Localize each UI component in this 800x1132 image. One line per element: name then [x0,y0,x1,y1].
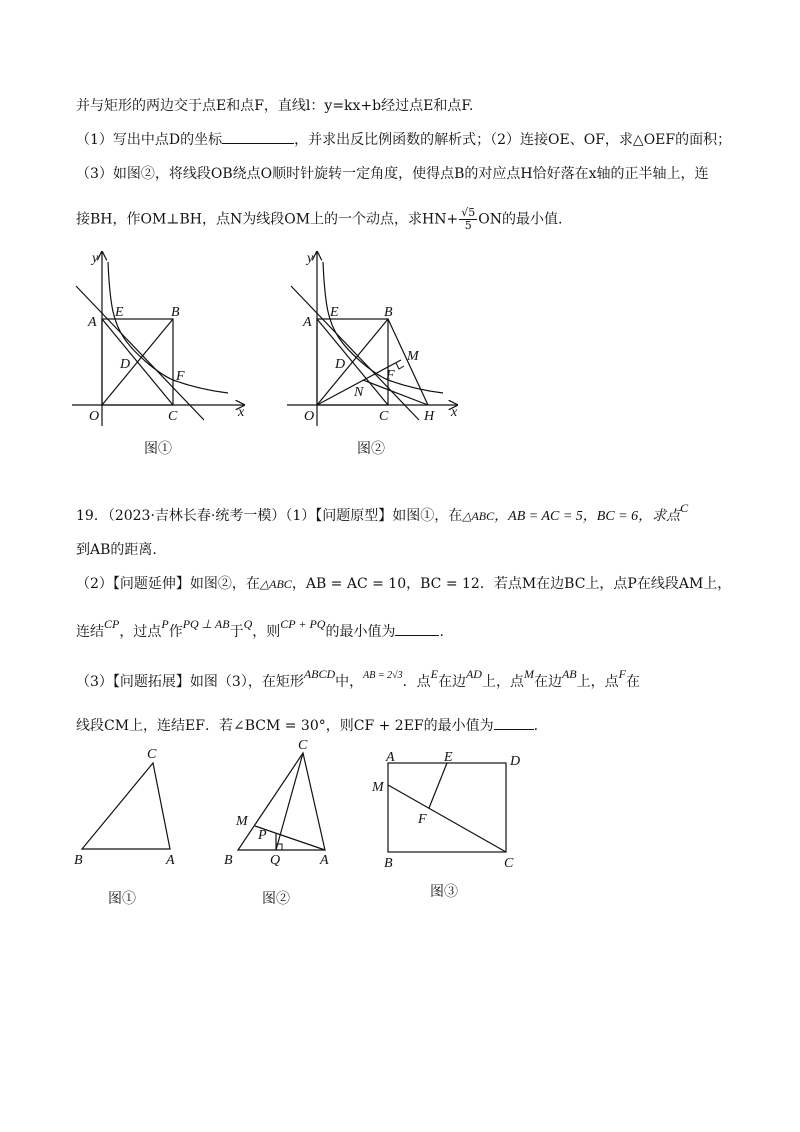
answer-blank-d-coord[interactable] [222,143,294,144]
q19-p3-d: 在边 [437,674,466,690]
segment-ef [429,763,447,808]
q19-p3-g: 上，点 [576,674,619,690]
q19-p2-d3: 作 [168,624,183,640]
q19-p3-f: 在边 [533,674,562,690]
line-l [76,286,204,420]
label-f: F [418,812,427,827]
q19-point-c: C [680,501,689,515]
label-m: M [372,780,384,795]
answer-blank-cf-2ef[interactable] [494,729,534,730]
label-x: x [451,405,458,420]
q19-p3-h: 在 [625,674,640,690]
label-c: C [379,409,389,424]
q19-p3-c: ．点 [402,674,431,690]
q19-p3-m: M [523,667,534,681]
q19-p3-e2: 上，点 [481,674,524,690]
label-b: B [224,853,233,868]
label-h: H [424,409,435,424]
q19-part2-line-1 [76,575,731,593]
q19-part1-line-1 [76,501,689,526]
q19-p2-triangle: △ABC [259,577,292,591]
q19-p3-b: 中， [335,674,364,690]
label-c: C [168,409,178,424]
q19-p3-ad: AD [465,667,482,681]
q19-p3-ab-value: AB = 2√3 [363,670,403,681]
q18-line-1: 并与矩形的两边交于点E和点F，直线l：y=kx+b经过点E和点F. [76,98,474,114]
label-a: A [386,750,395,765]
q18-figure-1-caption: 图① [144,441,172,457]
q19-p3-line2: 线段CM上，连结EF．若∠BCM = 30°，则CF + 2EF的最小值为 [76,718,494,734]
q19-p3-a: （3）【问题拓展】如图（3），在矩形 [76,674,304,690]
q18-figure-2-caption: 图② [357,441,385,457]
label-a: A [303,315,312,330]
q18-part3-text-b: 接BH，作OM⊥BH，点N为线段OM上的一个动点，求HN+ [76,211,459,228]
label-o: O [89,409,100,424]
q18-part1-text-b: ，并求出反比例函数的解析式；（2）连接OE、OF，求△OEF的面积； [294,132,732,148]
q19-p2-d2: ，过点 [119,624,162,640]
q19-p2-end: . [439,624,444,640]
fraction-numerator: √5 [461,206,476,219]
q18-part3-line-1: （3）如图②，将线段OB绕点O顺时针旋转一定角度，使得点B的对应点H恰好落在x轴的正半轴上，连 [76,166,709,182]
label-b: B [384,305,393,320]
q19-p3-ab-side: AB [561,667,577,681]
label-b: B [384,856,393,871]
q19-part3-line-1 [76,667,640,693]
q19-figure-1 [70,740,200,870]
q19-p2-expr: CP + PQ [280,617,326,631]
label-a: A [320,853,329,868]
label-c: C [298,738,308,753]
q19-figure-3-caption: 图③ [430,884,458,900]
q19-part3-line-2 [76,717,538,735]
segment-cq [276,753,303,850]
label-d: D [510,754,521,769]
label-f: F [386,368,395,383]
label-y: y [92,251,99,266]
q19-p2-cp: CP [104,617,120,631]
label-b: B [74,853,83,868]
q19-head: 19．（2023·吉林长春·统考一模）（1）【问题原型】如图①，在 [76,508,463,524]
label-c: C [504,856,514,871]
label-a: A [166,853,175,868]
label-a: A [88,315,97,330]
q19-p3-abcd: ABCD [303,667,336,681]
label-e: E [330,305,339,320]
q19-eq1: ，AB = AC = 5，BC = 6，求点 [494,509,681,524]
label-d: D [335,357,346,372]
triangle-abc [82,763,170,849]
q19-figure-2-caption: 图② [262,891,290,907]
label-q: Q [270,853,281,868]
right-angle-mark-m [396,363,404,369]
q18-part1-text-a: （1）写出中点D的坐标 [76,132,223,148]
q19-p3-f-point: F [618,667,626,681]
q19-p2-q: Q [243,617,253,631]
answer-blank-cp-pq[interactable] [395,635,439,636]
q18-part3-text-c: ON的最小值. [478,211,563,228]
segment-cm [388,785,506,852]
q18-part1 [76,131,731,149]
hyperbola-curve [323,262,443,393]
q19-part2-line-2 [76,617,444,641]
q19-p3-e: E [430,667,438,681]
q19-p2-pq: PQ ⊥ AB [182,617,230,631]
label-p: P [258,828,267,843]
q19-part1-line-2: 到AB的距离. [76,542,157,558]
hyperbola-curve [108,262,228,393]
q19-figure-2 [218,735,348,875]
label-d: D [120,357,131,372]
label-o: O [304,409,315,424]
q19-p2-text-c: ，AB = AC = 10，BC = 12．若点M在边BC上，点P在线段AM上， [291,576,732,592]
fraction-denominator: 5 [464,219,472,232]
q18-part3-line-2 [76,207,562,232]
q18-figure-1 [72,248,252,428]
label-e: E [444,750,453,765]
label-c: C [147,747,157,762]
q19-p2-text-a: （2）【问题延伸】如图②，在 [76,576,260,592]
q19-p2-p: P [161,617,169,631]
label-f: F [176,369,185,384]
q19-p2-d4: 于 [229,624,244,640]
label-y: y [307,251,314,266]
q19-p2-d5: ，则 [252,624,281,640]
label-b: B [171,305,180,320]
label-e: E [115,305,124,320]
rectangle-abcd [388,763,506,852]
sqrt5-over-5-fraction [459,207,477,232]
q19-p2-d1: 连结 [76,624,104,640]
label-x: x [238,405,245,420]
q18-figure-2 [287,248,467,428]
q19-p2-d6: 的最小值为 [325,624,396,640]
q19-triangle-abc: △ABC [462,509,495,523]
label-m: M [407,349,419,364]
label-m: M [236,814,248,829]
q19-figure-3 [370,745,530,875]
label-n: N [354,385,364,400]
q19-p3-end: . [533,718,539,734]
q19-figure-1-caption: 图① [108,891,136,907]
